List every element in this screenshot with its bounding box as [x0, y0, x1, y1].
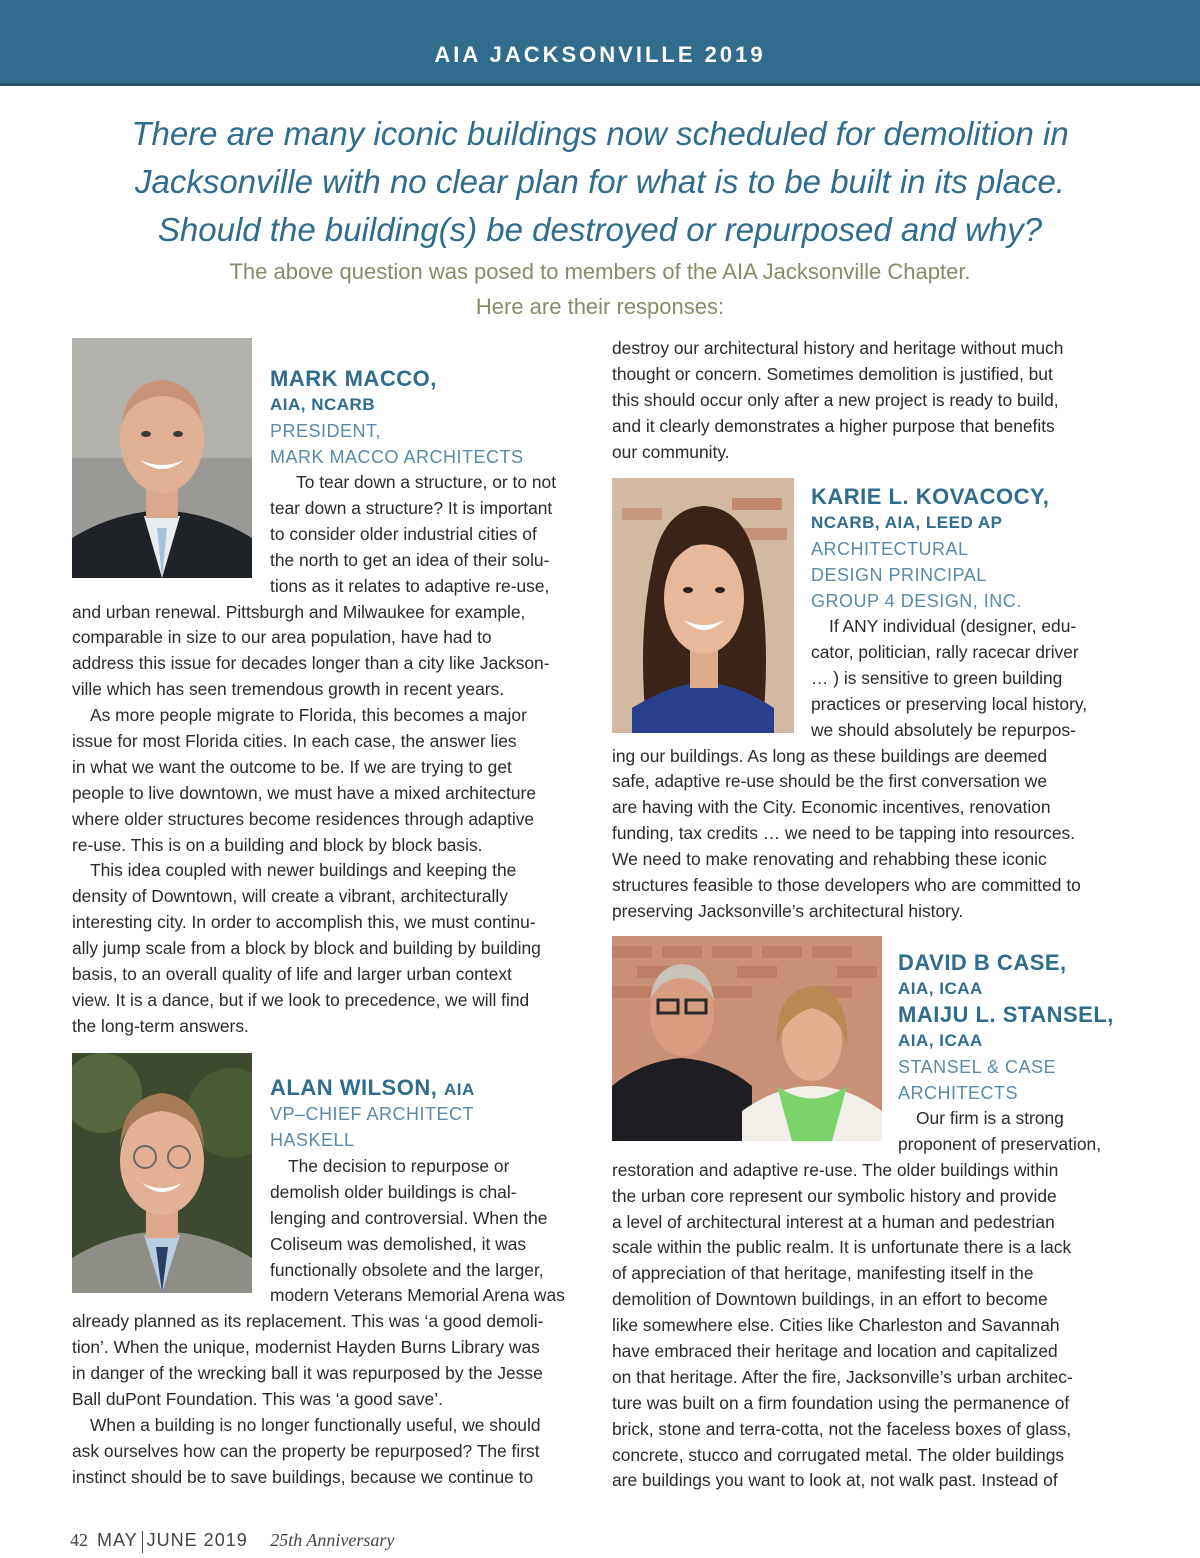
text-line: modern Veterans Memorial Arena was [270, 1285, 565, 1306]
text-line: ture was built on a firm foundation using the permanence of [612, 1392, 1070, 1413]
text-line: safe, adaptive re-use should be the first conversation we [612, 771, 1048, 792]
title-alan-wilson: VP–CHIEF ARCHITECT [270, 1104, 475, 1124]
text-line: instinct should be to save buildings, because we continue to [72, 1466, 534, 1487]
text-line: have embraced their heritage and location and capitalized [612, 1341, 1058, 1362]
text-line: of appreciation of that heritage, manifesting itself in the [612, 1263, 1034, 1284]
text-line: tion’. When the unique, modernist Hayden Burns Library was [72, 1337, 540, 1358]
text-line: the long-term answers. [72, 1015, 249, 1036]
banner-title: AIA JACKSONVILLE 2019 [434, 42, 766, 67]
text-line: tions as it relates to adaptive re-use, [270, 575, 550, 596]
text-line: view. It is a dance, but if we look to precedence, we will find [72, 989, 530, 1010]
text-line: comparable in size to our area population, have had to [72, 627, 492, 648]
body-alan-wilson-continued [612, 336, 1063, 465]
header-banner [0, 0, 1200, 86]
divider [142, 1531, 143, 1553]
text-line: our community. [612, 441, 730, 462]
text-line: where older structures become residences through adaptive [72, 808, 535, 829]
text-line: proponent of preservation, [898, 1133, 1102, 1154]
text-line: address this issue for decades longer than a city like Jackson- [72, 653, 550, 674]
issue-month-year: JUNE 2019 [146, 1530, 248, 1550]
text-line: ask ourselves how can the property be repurposed? The first [72, 1440, 540, 1461]
text-line: ally jump scale from a block by block and building by building [72, 938, 541, 959]
anniversary-label: 25th Anniversary [270, 1530, 395, 1550]
text-line: restoration and adaptive re-use. The older buildings within [612, 1159, 1059, 1180]
text-line: cator, politician, rally racecar driver [811, 641, 1079, 662]
text-line: people to live downtown, we must have a mixed architecture [72, 782, 536, 803]
text-line: in danger of the wrecking ball it was repurposed by the Jesse [72, 1363, 543, 1384]
credentials-maiju-stansel: AIA, ICAA [898, 1031, 983, 1050]
name-alan-wilson [270, 1075, 475, 1103]
credentials-mark-macco: AIA, NCARB [270, 395, 376, 414]
title-karie-kovacocy: ARCHITECTURAL [811, 539, 969, 559]
text-line: Ball duPont Foundation. This was ‘a good save’. [72, 1389, 443, 1410]
body-mark-macco-wrap [270, 470, 556, 599]
question-line: Should the building(s) be destroyed or repurposed and why? [157, 211, 1043, 248]
text-line: concrete, stucco and corrugated metal. The older buildings [612, 1444, 1065, 1465]
text-line: issue for most Florida cities. In each case, the answer lies [72, 730, 517, 751]
text-line: scale within the public realm. It is unfortunate there is a lack [612, 1237, 1072, 1258]
text-line: We need to make renovating and rehabbing these iconic [612, 849, 1047, 870]
title-karie-kovacocy-2: DESIGN PRINCIPAL [811, 565, 987, 585]
text-line: … ) is sensitive to green building [811, 667, 1063, 688]
page-footer [70, 1530, 394, 1553]
body-alan-wilson [72, 1309, 543, 1490]
text-line: brick, stone and terra-cotta, not the faceless boxes of glass, [612, 1418, 1072, 1439]
text-line: already planned as its replacement. This was ‘a good demoli- [72, 1311, 544, 1332]
text-line: practices or preserving local history, [811, 693, 1088, 714]
credentials-david-case: AIA, ICAA [898, 979, 983, 998]
text-line: and urban renewal. Pittsburgh and Milwaukee for example, [72, 601, 526, 622]
text-line: are having with the City. Economic incentives, renovation [612, 797, 1051, 818]
question-line: Jacksonville with no clear plan for what is to be built in its place. [135, 163, 1065, 200]
body-karie-kovacocy [612, 744, 1081, 925]
text-line: destroy our architectural history and heritage without much [612, 338, 1064, 358]
intro-line: The above question was posed to members of the AIA Jacksonville Chapter. [229, 259, 971, 284]
text-line: As more people migrate to Florida, this becomes a major [90, 705, 527, 726]
issue-month: MAY [97, 1530, 138, 1550]
name-maiju-stansel: MAIJU L. STANSEL, [898, 1002, 1114, 1027]
text-line: funding, tax credits … we need to be tapping into resources. [612, 823, 1076, 844]
text-line: Our firm is a strong [916, 1108, 1064, 1128]
text-line: demolition of Downtown buildings, in an effort to become [612, 1289, 1048, 1310]
portrait-case-stansel [612, 936, 882, 1141]
page-number: 42 [70, 1530, 88, 1550]
text-line: ing our buildings. As long as these buildings are deemed [612, 745, 1048, 766]
body-case-wrap [898, 1106, 1101, 1158]
body-mark-macco [72, 600, 550, 1040]
portrait-mark-macco [72, 338, 252, 578]
title-mark-macco: PRESIDENT, [270, 421, 382, 441]
credentials-alan-wilson: AIA [443, 1080, 475, 1099]
text-line: density of Downtown, will create a vibrant, architecturally [72, 886, 508, 907]
body-case [612, 1158, 1073, 1495]
text-line: tear down a structure? It is important [270, 497, 553, 518]
text-line: and it clearly demonstrates a higher purpose that benefits [612, 415, 1055, 436]
body-karie-kovacocy-wrap [811, 614, 1087, 743]
firm-mark-macco: MARK MACCO ARCHITECTS [270, 447, 524, 467]
credentials-karie-kovacocy: NCARB, AIA, LEED AP [811, 513, 1003, 532]
firm-alan-wilson: HASKELL [270, 1130, 355, 1150]
text-line: basis, to an overall quality of life and larger urban context [72, 963, 512, 984]
text-line: in what we want the outcome to be. If we are trying to get [72, 756, 512, 777]
text-line: This idea coupled with newer buildings and keeping the [90, 860, 517, 881]
text-line: thought or concern. Sometimes demolition is justified, but [612, 363, 1053, 384]
text-line: demolish older buildings is chal- [270, 1181, 517, 1202]
text-line: re-use. This is on a building and block by block basis. [72, 834, 483, 855]
text-line: a level of architectural interest at a human and pedestrian [612, 1211, 1055, 1232]
question-line: There are many iconic buildings now scheduled for demolition in [131, 115, 1069, 152]
text-line: structures feasible to those developers who are committed to [612, 874, 1081, 895]
text-line: we should absolutely be repurpos- [811, 719, 1076, 740]
text-line: the urban core represent our symbolic history and provide [612, 1185, 1057, 1206]
text-line: like somewhere else. Cities like Charleston and Savannah [612, 1315, 1060, 1336]
text-line: to consider older industrial cities of [270, 523, 537, 544]
name-karie-kovacocy: KARIE L. KOVACOCY, [811, 484, 1050, 509]
firm-stansel-case: STANSEL & CASE [898, 1057, 1057, 1077]
question-intro [100, 254, 1100, 324]
text-line: the north to get an idea of their solu- [270, 549, 550, 570]
firm-stansel-case-2: ARCHITECTS [898, 1083, 1019, 1103]
text-line: on that heritage. After the fire, Jacksonville’s urban architec- [612, 1366, 1073, 1387]
text-line: preserving Jacksonville’s architectural history. [612, 900, 964, 921]
text-line: interesting city. In order to accomplish this, we must continu- [72, 912, 536, 933]
body-alan-wilson-wrap [270, 1154, 565, 1309]
text-line: If ANY individual (designer, edu- [829, 616, 1077, 636]
question-heading [60, 110, 1140, 254]
text-line: lenging and controversial. When the [270, 1207, 548, 1228]
text-line: When a building is no longer functionally useful, we should [90, 1414, 541, 1435]
firm-karie-kovacocy: GROUP 4 DESIGN, INC. [811, 591, 1022, 611]
text-line: functionally obsolete and the larger, [270, 1259, 544, 1280]
text-line: Coliseum was demolished, it was [270, 1233, 527, 1254]
text-line: The decision to repurpose or [288, 1156, 510, 1176]
portrait-karie-kovacocy [612, 478, 794, 733]
text-line: To tear down a structure, or to not [296, 472, 557, 492]
name-text: ALAN WILSON, [270, 1075, 438, 1100]
portrait-alan-wilson [72, 1053, 252, 1293]
text-line: ville which has seen tremendous growth in recent years. [72, 679, 505, 700]
text-line: are buildings you want to look at, not walk past. Instead of [612, 1470, 1058, 1491]
name-david-case: DAVID B CASE, [898, 950, 1067, 975]
text-line: this should occur only after a new project is ready to build, [612, 389, 1059, 410]
name-mark-macco: MARK MACCO, [270, 366, 437, 391]
intro-line: Here are their responses: [475, 294, 725, 319]
